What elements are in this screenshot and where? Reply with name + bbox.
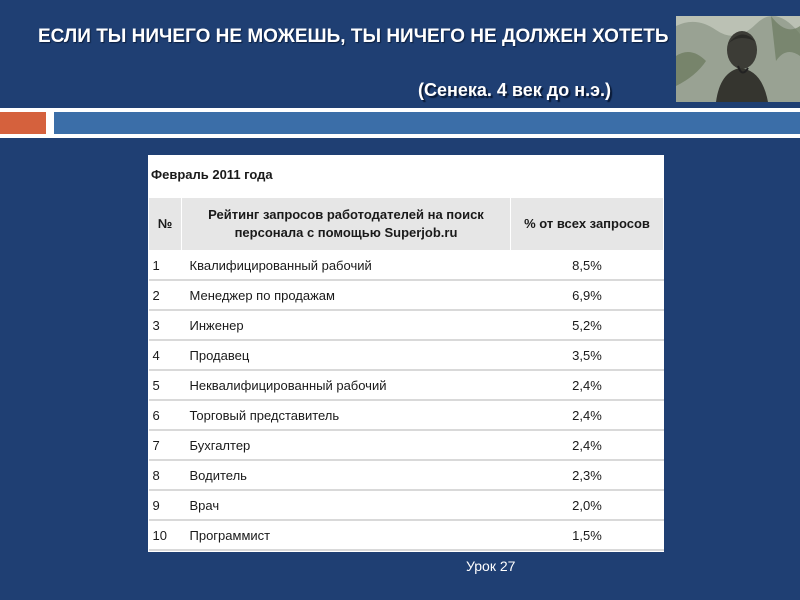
row-profession: Торговый представитель [182,400,511,430]
row-num: 7 [149,430,182,460]
seneca-statue-photo [676,16,800,102]
ranking-table-card [148,155,664,552]
slide-title: ЕСЛИ ТЫ НИЧЕГО НЕ МОЖЕШЬ, ТЫ НИЧЕГО НЕ ДОЛЖЕН ХОТЕТЬ [38,26,669,47]
row-num: 6 [149,400,182,430]
row-percent: 2,4% [511,430,664,460]
ranking-table [148,197,664,551]
row-percent: 2,4% [511,370,664,400]
row-num: 3 [149,310,182,340]
table-row [149,251,664,281]
row-percent: 3,5% [511,340,664,370]
table-row [149,280,664,310]
header-pct: % от всех запросов [511,198,664,251]
table-row [149,430,664,460]
row-profession: Инженер [182,310,511,340]
row-profession: Водитель [182,460,511,490]
table-header-row [149,198,664,251]
row-num: 10 [149,520,182,550]
row-profession: Продавец [182,340,511,370]
table-row [149,370,664,400]
row-percent: 2,3% [511,460,664,490]
header-num: № [149,198,182,251]
row-percent: 5,2% [511,310,664,340]
row-profession: Квалифицированный рабочий [182,251,511,281]
row-num: 8 [149,460,182,490]
row-percent: 8,5% [511,251,664,281]
header-name: Рейтинг запросов работодателей на поиск персонала с помощью Superjob.ru [182,198,511,251]
row-percent: 1,5% [511,520,664,550]
row-num: 1 [149,251,182,281]
table-row [149,310,664,340]
lesson-footer: Урок 27 [466,558,516,574]
row-profession: Неквалифицированный рабочий [182,370,511,400]
row-profession: Менеджер по продажам [182,280,511,310]
row-num: 9 [149,490,182,520]
row-profession: Бухгалтер [182,430,511,460]
table-row [149,400,664,430]
table-row [149,460,664,490]
table-caption: Февраль 2011 года [151,167,273,182]
statue-image [676,16,800,102]
table-row [149,520,664,550]
row-percent: 2,0% [511,490,664,520]
row-num: 4 [149,340,182,370]
row-percent: 6,9% [511,280,664,310]
row-profession: Программист [182,520,511,550]
quote-author: (Сенека. 4 век до н.э.) [418,80,611,100]
table-row [149,490,664,520]
orange-accent-bar [0,112,46,134]
blue-accent-bar [54,112,800,134]
row-num: 5 [149,370,182,400]
row-percent: 2,4% [511,400,664,430]
row-profession: Врач [182,490,511,520]
row-num: 2 [149,280,182,310]
table-row [149,340,664,370]
